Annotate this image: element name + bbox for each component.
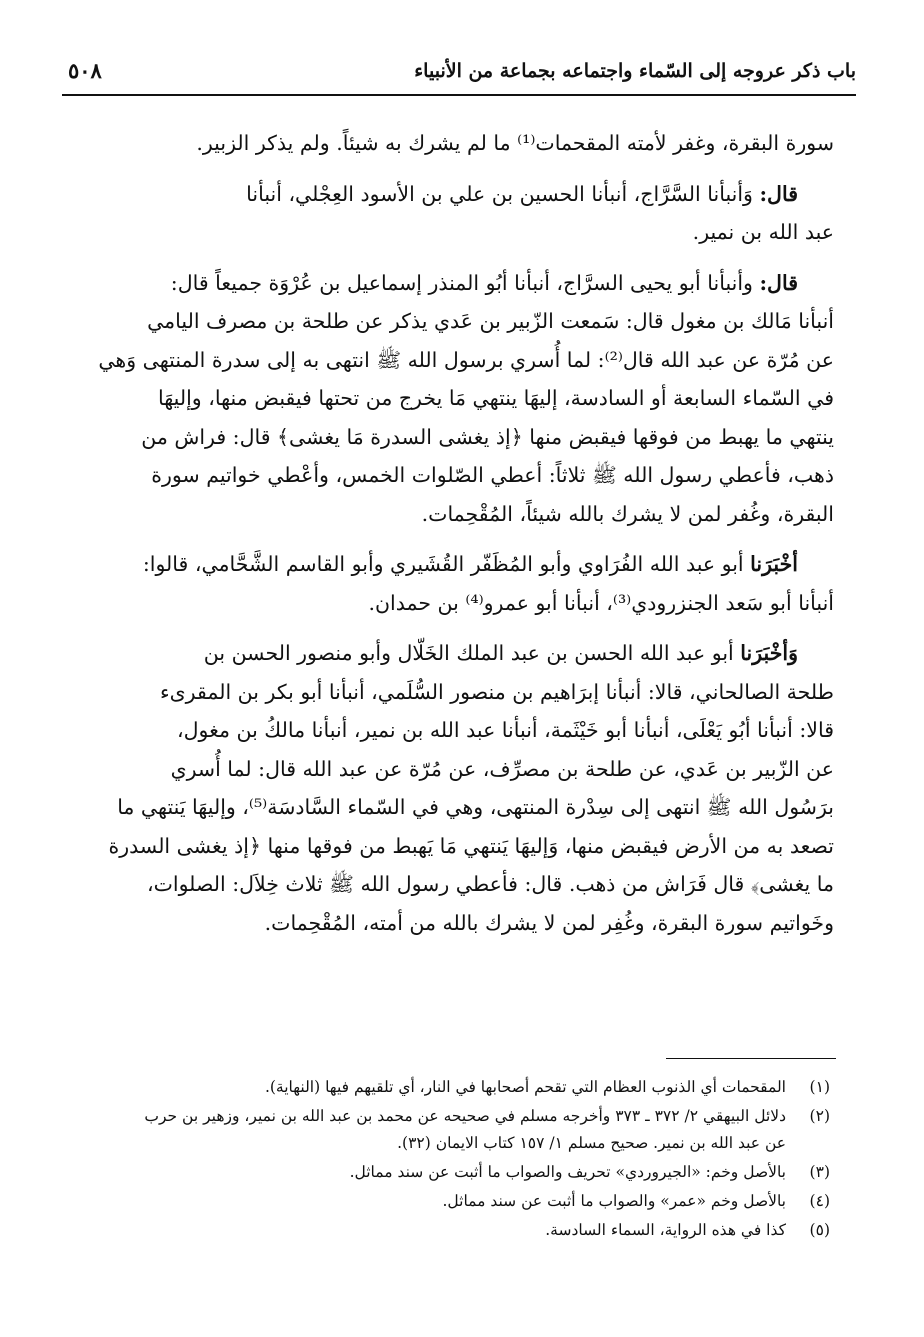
text-line: عن مُرّة عن عبد الله قال⁽²⁾: لما أُسري برسول الله ﷺ انتهى به إلى سدرة المنتهى وَهي: [98, 347, 834, 372]
paragraph-2: [60, 175, 834, 252]
footnote-separator: [666, 1058, 836, 1059]
text-line: [60, 545, 834, 584]
text-line: ينتهي ما يهبط من فوقها فيقبض منها ﴿إذ يغشى السدرة مَا يغشى﴾ قال: فراش من: [141, 424, 834, 449]
text-line: في السّماء السابعة أو السادسة، إليهَا ينتهي مَا يخرج من تحتها فيقبض منها، وإليهَا: [157, 386, 834, 410]
text-line: [60, 634, 834, 673]
paragraph-lead: وَأخْبَرَنا: [740, 641, 798, 665]
footnote-1: [72, 1074, 830, 1101]
footnote-text: عن عبد الله بن نمير. صحيح مسلم ١/ ١٥٧ كتاب الايمان (٣٢).: [397, 1134, 786, 1152]
paragraph-lead: قال:: [759, 181, 798, 206]
text-line: وخَواتيم سورة البقرة، وغُفِر لمن لا يشرك بالله من أمته، المُقْحِمات.: [264, 910, 834, 935]
text-line: قالا: أنبأنا أبُو يَعْلَى، أنبأنا أبو خَيْثَمة، أنبأنا عبد الله بن نمير، أنبأنا مالكُ بن مغول،: [176, 718, 834, 742]
footnote-5: [72, 1217, 830, 1244]
paragraph-5: [60, 634, 834, 942]
chapter-title: باب ذكر عروجه إلى السّماء واجتماعه بجماعة من الأنبياء: [414, 60, 856, 82]
text-line: أنبأنا أبو سَعد الجنزرودي⁽³⁾، أنبأنا أبو عمرو⁽⁴⁾ بن حمدان.: [368, 590, 834, 615]
text-line: طلحة الصالحاني، قالا: أنبأنا إبرَاهيم بن منصور السُّلَمي، أنبأنا أبو بكر بن المقرىء: [160, 679, 834, 704]
text-line: البقرة، وغُفر لمن لا يشرك بالله شيئاً، المُقْحِمات.: [421, 501, 834, 526]
paragraph-lead: أخْبَرَنا: [750, 552, 798, 576]
running-header: [62, 56, 856, 96]
text-line: ما يغشى﴾ قال فَرَاش من ذهب. قال: فأعطي رسول الله ﷺ ثلاث خِلاَل: الصلوات،: [146, 872, 834, 896]
text-line: تصعد به من الأرض فيقبض منها، وَإليهَا يَنتهي مَا يَهبط من فوقها منها ﴿إذ يغشى السدرة: [108, 833, 834, 858]
footnotes: [72, 1074, 830, 1246]
footnote-number: (٤): [809, 1192, 830, 1210]
text-line: أنبأنا مَالك بن مغول قال: سَمعت الزّبير بن عَدي يذكر عن طلحة بن مصرف اليامي: [147, 309, 834, 333]
text-line: برَسُول الله ﷺ انتهى إلى سِدْرة المنتهى، وهي في السّماء السَّادسَة⁽⁵⁾، وإليهَا يَنتهي ما: [117, 795, 834, 819]
footnote-text: بالأصل وخم «عمر» والصواب ما أثبت عن سند مماثل.: [442, 1192, 786, 1210]
footnote-text: كذا في هذه الرواية، السماء السادسة.: [545, 1221, 786, 1239]
paragraph-1: [60, 124, 834, 163]
main-text: [60, 124, 834, 954]
footnote-number: (٣): [809, 1163, 830, 1181]
text-line-content: وأنبأنا أبو يحيى السرَّاج، أنبأنا أبُو المنذر إسماعيل بن عُرْوَة جميعاً قال:: [170, 270, 753, 295]
paragraph-3: [60, 264, 834, 534]
footnote-number: (١): [809, 1078, 830, 1096]
footnote-4: [72, 1188, 830, 1215]
text-line-content: وَأنبأنا السَّرَّاج، أنبأنا الحسين بن علي بن الأسود العِجْلي، أنبأنا: [246, 181, 753, 206]
text-line: [60, 264, 834, 303]
footnote-text: بالأصل وخم: «الجيروردي» تحريف والصواب ما أثبت عن سند مماثل.: [349, 1163, 786, 1181]
text-line: [60, 175, 834, 214]
page-number: ٥٠٨: [68, 58, 102, 83]
footnote-text: دلائل البيهقي ٢/ ٣٧٢ ـ ٣٧٣ وأخرجه مسلم في صحيحه عن محمد بن عبد الله بن نمير، وزهير بن حرب: [144, 1107, 786, 1125]
text-line: سورة البقرة، وغفر لأمته المقحمات⁽¹⁾ ما لم يشرك به شيئاً. ولم يذكر الزبير.: [196, 131, 834, 155]
paragraph-4: [60, 545, 834, 622]
paragraph-lead: قال:: [759, 270, 798, 295]
footnote-3: [72, 1159, 830, 1186]
text-line: عن الزّبير بن عَدي، عن طلحة بن مصرِّف، عن مُرّة عن عبد الله قال: لما أُسري: [170, 756, 834, 781]
text-line-content: أبو عبد الله الفُرَاوي وأبو المُظَفّر القُشَيري وأبو القاسم الشَّحَّامي، قالوا:: [142, 552, 744, 576]
text-line: عبد الله بن نمير.: [692, 220, 834, 244]
footnote-number: (٢): [809, 1107, 830, 1125]
footnote-text: المقحمات أي الذنوب العظام التي تقحم أصحابها في النار، أي تلقيهم فيها (النهاية).: [264, 1078, 786, 1096]
footnote-number: (٥): [809, 1221, 830, 1239]
text-line: ذهب، فأعطي رسول الله ﷺ ثلاثاً: أعطي الصّلوات الخمس، وأعْطي خواتيم سورة: [151, 463, 834, 487]
footnote-2: [72, 1103, 830, 1157]
text-line-content: أبو عبد الله الحسن بن عبد الملك الخَلّال وأبو منصور الحسن بن: [203, 641, 734, 665]
